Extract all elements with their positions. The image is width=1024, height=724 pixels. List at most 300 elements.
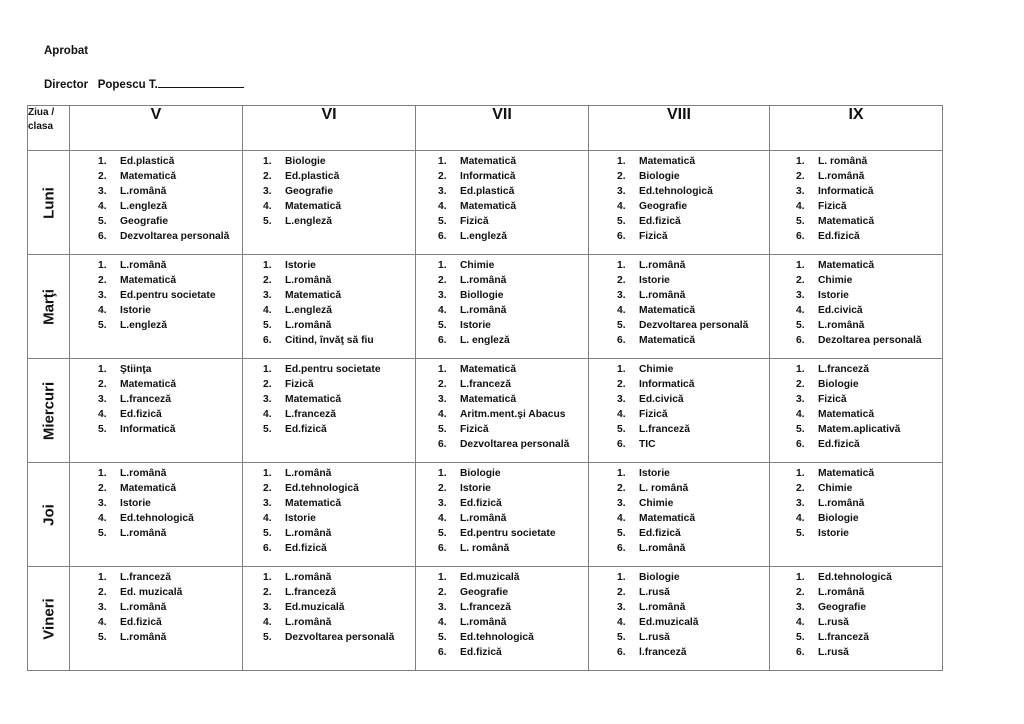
subject-item [438,645,588,660]
subject-name: Ed. muzicală [120,587,183,598]
subject-item [438,258,588,273]
subject-name: Matematică [460,156,517,167]
subject-number: 4. [263,513,272,524]
subject-item [796,585,942,600]
subject-name: L. engleză [460,335,510,346]
subject-name: L. română [639,483,689,494]
subject-name: L.română [639,290,686,301]
subject-item [617,169,769,184]
subject-name: Ed.civică [818,305,863,316]
subject-name: Ed.fizică [639,216,681,227]
subject-name: Citind, învăţ să fiu [285,335,374,346]
subject-number: 3. [617,602,626,613]
schedule-cell [770,151,943,255]
subject-number: 1. [98,364,107,375]
subject-list [243,362,415,437]
subject-item [617,466,769,481]
subject-list [70,154,242,244]
subject-item [438,214,588,229]
schedule-table [27,105,943,671]
subject-name: Matematică [285,201,342,212]
subject-number: 4. [796,305,805,316]
subject-list [770,466,942,541]
schedule-cell [416,359,589,463]
subject-number: 1. [438,156,447,167]
subject-item [796,258,942,273]
subject-item [263,422,415,437]
subject-name: Chimie [460,260,495,271]
subject-number: 3. [438,394,447,405]
subject-number: 1. [796,364,805,375]
subject-list [70,466,242,541]
subject-name: Istorie [818,290,849,301]
subject-item [263,184,415,199]
subject-number: 4. [796,409,805,420]
signature-line [158,77,244,88]
subject-name: Fizică [639,409,668,420]
subject-item [617,570,769,585]
subject-item [263,496,415,511]
subject-number: 1. [438,260,447,271]
subject-item [796,570,942,585]
subject-name: L.română [285,275,332,286]
subject-name: Ed.plastică [460,186,515,197]
subject-name: Geografie [818,602,867,613]
subject-number: 2. [796,275,805,286]
subject-number: 6. [617,231,626,242]
subject-list [770,154,942,244]
subject-item [98,570,242,585]
subject-list [589,258,769,348]
subject-name: L.română [460,617,507,628]
subject-item [617,214,769,229]
subject-number: 5. [617,632,626,643]
subject-item [98,303,242,318]
subject-name: Istorie [120,305,151,316]
day-label: Marţi [40,288,57,325]
subject-item [98,422,242,437]
day-label: Joi [40,503,57,526]
director-line [44,77,244,91]
subject-item [796,645,942,660]
day-cell [28,151,70,255]
subject-item [796,481,942,496]
subject-item [617,362,769,377]
subject-item [98,407,242,422]
subject-item [98,392,242,407]
subject-name: L.română [460,513,507,524]
subject-item [98,169,242,184]
subject-name: Ed.tehnologică [460,632,534,643]
subject-name: Biologie [460,468,501,479]
subject-name: Ed.plastică [285,171,340,182]
subject-item [438,377,588,392]
subject-number: 3. [263,290,272,301]
subject-name: L.română [285,320,332,331]
subject-name: Matematică [120,171,177,182]
subject-number: 1. [98,156,107,167]
subject-name: L.română [639,602,686,613]
subject-number: 3. [438,498,447,509]
day-label: Vineri [40,597,57,640]
subject-item [438,481,588,496]
subject-name: Geografie [639,201,688,212]
subject-name: Informatică [818,186,874,197]
subject-item [617,615,769,630]
subject-number: 5. [438,632,447,643]
subject-name: Ed.muzicală [460,572,520,583]
subject-list [70,362,242,437]
subject-name: L.engleză [285,216,332,227]
subject-number: 5. [263,320,272,331]
day-row [28,255,943,359]
day-cell [28,359,70,463]
subject-number: 2. [438,379,447,390]
subject-name: Istorie [639,468,670,479]
subject-item [263,481,415,496]
subject-item [617,422,769,437]
subject-name: Fizică [460,424,489,435]
subject-number: 4. [438,513,447,524]
subject-item [98,481,242,496]
subject-number: 4. [617,305,626,316]
subject-list [243,154,415,229]
subject-number: 2. [438,171,447,182]
subject-number: 2. [98,483,107,494]
subject-item [98,466,242,481]
subject-item [263,615,415,630]
subject-number: 6. [617,647,626,658]
subject-item [796,229,942,244]
subject-name: Ed.muzicală [639,617,699,628]
subject-item [617,645,769,660]
subject-name: Ed.fizică [460,647,502,658]
subject-number: 2. [617,379,626,390]
subject-list [416,570,588,660]
subject-number: 3. [796,498,805,509]
subject-name: Istorie [818,528,849,539]
subject-item [98,154,242,169]
subject-item [796,362,942,377]
subject-number: 6. [438,647,447,658]
subject-name: L.franceză [460,602,511,613]
subject-number: 3. [263,394,272,405]
schedule-cell [589,463,770,567]
schedule-cell [770,359,943,463]
subject-name: Istorie [639,275,670,286]
subject-number: 5. [617,320,626,331]
subject-item [438,184,588,199]
schedule-cell [416,463,589,567]
subject-number: 5. [263,216,272,227]
subject-number: 6. [98,231,107,242]
subject-list [589,362,769,452]
subject-item [617,511,769,526]
subject-item [438,362,588,377]
subject-item [617,377,769,392]
subject-name: Istorie [120,498,151,509]
subject-name: Biologie [818,379,859,390]
subject-name: L.română [120,528,167,539]
schedule-cell [770,567,943,671]
subject-list [770,570,942,660]
schedule-cell [70,255,243,359]
subject-item [98,258,242,273]
class-header: VI [243,106,416,151]
subject-number: 3. [796,186,805,197]
subject-number: 1. [263,260,272,271]
subject-number: 5. [438,216,447,227]
subject-item [98,229,242,244]
subject-number: 5. [263,424,272,435]
subject-item [98,630,242,645]
schedule-cell [243,463,416,567]
subject-name: L.rusă [639,632,670,643]
subject-name: Dezvoltarea personală [460,439,570,450]
subject-number: 4. [263,201,272,212]
subject-name: L.română [120,468,167,479]
subject-number: 3. [263,498,272,509]
subject-item [98,511,242,526]
subject-item [263,214,415,229]
subject-number: 5. [98,632,107,643]
subject-name: L.română [285,572,332,583]
subject-item [438,229,588,244]
subject-number: 1. [438,572,447,583]
subject-item [796,615,942,630]
subject-list [243,570,415,645]
subject-number: 4. [263,409,272,420]
subject-list [589,570,769,660]
subject-name: L.franceză [818,364,869,375]
subject-name: L.franceză [120,572,171,583]
subject-name: Matematică [818,468,875,479]
subject-item [617,496,769,511]
subject-name: Ed.muzicală [285,602,345,613]
subject-number: 5. [438,320,447,331]
subject-item [98,288,242,303]
schedule-cell [70,567,243,671]
subject-item [617,585,769,600]
subject-item [98,318,242,333]
subject-name: Matematică [120,483,177,494]
subject-name: Istorie [460,483,491,494]
subject-item [796,154,942,169]
corner-label-class: clasa [28,121,54,132]
subject-item [796,169,942,184]
subject-item [796,407,942,422]
subject-item [617,333,769,348]
subject-number: 3. [796,602,805,613]
subject-item [796,392,942,407]
subject-number: 5. [98,216,107,227]
subject-number: 2. [796,587,805,598]
subject-name: Matematică [460,394,517,405]
subject-name: Dezoltarea personală [818,335,922,346]
subject-name: L.română [639,260,686,271]
subject-name: L.română [818,320,865,331]
subject-number: 1. [796,260,805,271]
subject-number: 4. [98,201,107,212]
subject-number: 6. [617,439,626,450]
subject-name: L.rusă [639,587,670,598]
subject-name: Fizică [460,216,489,227]
subject-item [617,258,769,273]
subject-name: TIC [639,439,656,450]
subject-item [617,630,769,645]
subject-name: Ed.pentru societate [285,364,381,375]
subject-name: L.franceză [285,587,336,598]
subject-name: Ed.tehnologică [639,186,713,197]
subject-number: 3. [98,602,107,613]
director-name: Popescu T. [97,79,158,91]
schedule-cell [243,255,416,359]
subject-name: L.rusă [818,647,849,658]
subject-name: Biologie [639,171,680,182]
subject-number: 2. [438,275,447,286]
subject-item [98,526,242,541]
subject-item [263,466,415,481]
subject-name: Istorie [285,260,316,271]
subject-number: 1. [617,364,626,375]
subject-number: 3. [98,394,107,405]
subject-item [796,199,942,214]
subject-number: 1. [617,468,626,479]
subject-item [263,570,415,585]
subject-name: Geografie [285,186,334,197]
subject-name: Matem.aplicativă [818,424,901,435]
subject-list [589,466,769,556]
corner-header [28,106,70,151]
subject-item [796,184,942,199]
subject-number: 2. [796,379,805,390]
subject-name: Ed.pentru societate [120,290,216,301]
subject-number: 1. [263,364,272,375]
day-cell [28,255,70,359]
subject-name: Matematică [120,275,177,286]
subject-item [438,496,588,511]
subject-item [796,526,942,541]
subject-name: L.română [120,186,167,197]
subject-number: 4. [617,617,626,628]
subject-list [70,570,242,645]
subject-name: L.engleză [460,231,507,242]
subject-name: Informatică [639,379,695,390]
subject-name: Geografie [460,587,509,598]
class-header: IX [770,106,943,151]
subject-item [263,585,415,600]
subject-name: Ed.civică [639,394,684,405]
subject-name: Matematică [818,216,875,227]
subject-item [438,511,588,526]
subject-item [98,362,242,377]
subject-name: L.română [639,543,686,554]
subject-name: L.română [818,498,865,509]
subject-item [796,273,942,288]
subject-name: L. română [460,543,510,554]
subject-item [438,318,588,333]
subject-number: 6. [438,335,447,346]
subject-item [263,377,415,392]
subject-item [98,615,242,630]
day-label: Luni [40,186,57,219]
subject-item [263,630,415,645]
subject-name: L.engleză [120,320,167,331]
schedule-cell [416,255,589,359]
subject-name: Matematică [639,513,696,524]
subject-name: Dezvoltarea personală [285,632,395,643]
subject-name: L.română [818,171,865,182]
director-label: Director [44,79,89,91]
subject-list [416,154,588,244]
subject-list [416,362,588,452]
schedule-cell [416,567,589,671]
subject-name: Informatică [120,424,176,435]
subject-item [617,229,769,244]
subject-item [617,541,769,556]
schedule-cell [243,359,416,463]
subject-number: 2. [263,587,272,598]
subject-number: 3. [438,186,447,197]
subject-number: 2. [263,171,272,182]
subject-item [98,585,242,600]
subject-item [263,333,415,348]
subject-name: Ed.tehnologică [285,483,359,494]
subject-item [617,600,769,615]
subject-number: 1. [98,260,107,271]
subject-item [796,496,942,511]
subject-name: L.franceză [639,424,690,435]
subject-item [796,422,942,437]
subject-number: 1. [617,156,626,167]
subject-name: Ed.tehnologică [120,513,194,524]
subject-name: Aritm.ment.şi Abacus [460,409,566,420]
subject-name: L.română [120,602,167,613]
subject-number: 4. [438,305,447,316]
subject-name: Ed.pentru societate [460,528,556,539]
subject-item [98,184,242,199]
subject-item [617,154,769,169]
subject-number: 5. [796,216,805,227]
subject-name: Matematică [285,394,342,405]
subject-item [263,392,415,407]
subject-item [796,214,942,229]
approved-label: Aprobat [44,45,89,57]
subject-number: 4. [98,513,107,524]
subject-number: 4. [263,305,272,316]
subject-number: 2. [98,587,107,598]
subject-item [263,154,415,169]
subject-name: L.română [285,468,332,479]
subject-number: 4. [98,409,107,420]
subject-item [617,392,769,407]
subject-item [796,437,942,452]
subject-number: 1. [796,572,805,583]
class-header: VIII [589,106,770,151]
subject-number: 5. [263,632,272,643]
subject-name: Matematică [639,156,696,167]
subject-list [770,362,942,452]
subject-item [98,199,242,214]
subject-number: 4. [438,409,447,420]
subject-number: 6. [796,231,805,242]
subject-number: 3. [617,290,626,301]
subject-item [438,466,588,481]
subject-number: 5. [438,528,447,539]
subject-name: Matematică [639,305,696,316]
subject-name: Matematică [460,364,517,375]
subject-name: Chimie [818,275,853,286]
